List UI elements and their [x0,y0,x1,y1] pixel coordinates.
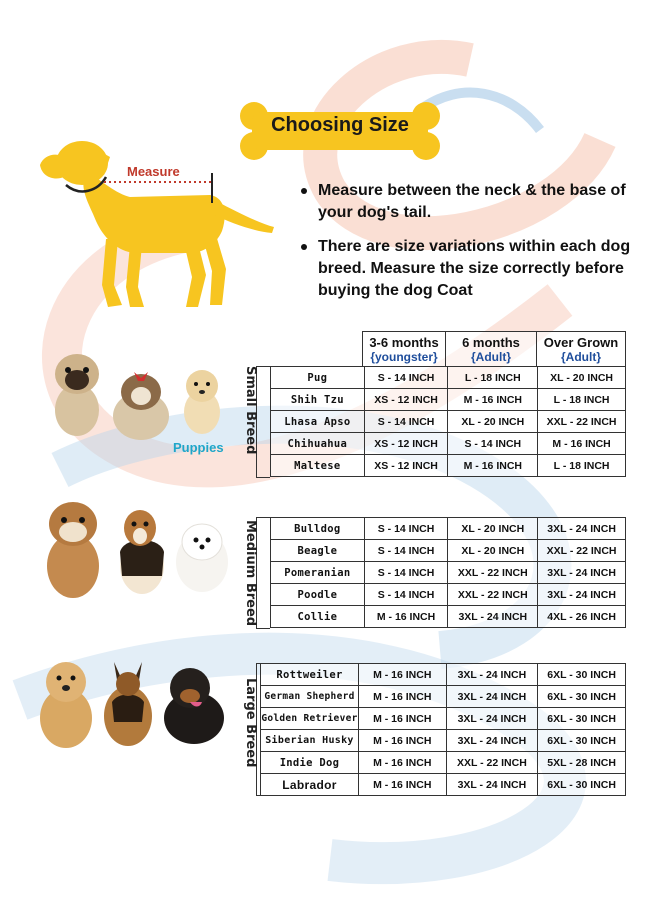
column-header-youngster [362,331,446,367]
size-cell: L - 18 INCH [538,455,626,477]
column-header-label: 6 months [462,335,520,350]
size-cell: S - 14 INCH [364,518,448,540]
size-cell: 4XL - 26 INCH [538,606,626,628]
size-cell: 6XL - 30 INCH [538,708,626,730]
size-cell: XS - 12 INCH [364,455,448,477]
table-row [271,367,626,389]
large-breed-table [260,663,626,796]
group-label-medium-breed: Medium Breed [243,520,258,627]
size-cell: 6XL - 30 INCH [538,730,626,752]
table-row [271,540,626,562]
breed-name: Bulldog [271,518,365,540]
size-cell: M - 16 INCH [448,389,538,411]
size-cell: 3XL - 24 INCH [446,774,538,796]
size-cell: L - 18 INCH [538,389,626,411]
size-cell: XL - 20 INCH [448,540,538,562]
beagle-photo [112,506,170,598]
size-cell: M - 16 INCH [358,730,446,752]
measure-label: Measure [127,164,180,179]
instructions-list [298,180,653,314]
size-cell: XS - 12 INCH [364,433,448,455]
size-cell: S - 14 INCH [364,367,448,389]
puppies-caption: Puppies [173,440,224,455]
rottweiler-photo [160,664,228,746]
instruction-item: Measure between the neck & the base of your dog's tail. [298,180,653,224]
column-header-sub: {youngster} [370,350,438,364]
small-breed-table [270,366,626,477]
group-label-large-breed: Large Breed [243,678,258,768]
size-cell: M - 16 INCH [538,433,626,455]
table-row [271,389,626,411]
small-breed-bracket [256,366,270,478]
size-cell: 3XL - 24 INCH [446,708,538,730]
size-cell: M - 16 INCH [358,774,446,796]
size-cell: 3XL - 24 INCH [448,606,538,628]
size-cell: L - 18 INCH [448,367,538,389]
table-row [271,562,626,584]
size-cell: 3XL - 24 INCH [446,686,538,708]
breed-name: Chihuahua [271,433,365,455]
size-cell: S - 14 INCH [364,562,448,584]
medium-breed-table [270,517,626,628]
table-row [261,686,626,708]
size-cell: M - 16 INCH [364,606,448,628]
column-header-label: Over Grown [543,335,619,350]
dog-silhouette-icon [34,135,279,320]
pomeranian-photo [174,516,230,594]
size-cell: M - 16 INCH [358,686,446,708]
column-header-overgrown [536,331,626,367]
size-cell: 6XL - 30 INCH [538,664,626,686]
size-cell: XXL - 22 INCH [538,540,626,562]
size-cell: S - 14 INCH [364,540,448,562]
table-row [261,664,626,686]
size-cell: S - 14 INCH [448,433,538,455]
breed-name: Maltese [271,455,365,477]
shih-tzu-photo [110,368,172,442]
size-cell: 6XL - 30 INCH [538,686,626,708]
breed-name: Pug [271,367,365,389]
breed-name: Indie Dog [261,752,359,774]
table-row [271,606,626,628]
size-cell: M - 16 INCH [358,664,446,686]
table-row [261,752,626,774]
table-row [271,518,626,540]
breed-name: Pomeranian [271,562,365,584]
column-header-adult [445,331,537,367]
size-cell: M - 16 INCH [358,752,446,774]
table-row [271,411,626,433]
size-cell: 3XL - 24 INCH [538,562,626,584]
size-cell: XXL - 22 INCH [446,752,538,774]
breed-name: Siberian Husky [261,730,359,752]
size-cell: 6XL - 30 INCH [538,774,626,796]
column-header-sub: {Adult} [561,350,601,364]
size-cell: 3XL - 24 INCH [538,584,626,606]
size-cell: 3XL - 24 INCH [446,664,538,686]
size-cell: XL - 20 INCH [448,518,538,540]
breed-name: Rottweiler [261,664,359,686]
instruction-item: There are size variations within each dog breed. Measure the size correctly before buying the dog Coat [298,236,653,302]
size-cell: 5XL - 28 INCH [538,752,626,774]
size-cell: S - 14 INCH [364,584,448,606]
size-cell: XXL - 22 INCH [538,411,626,433]
breed-name: Labrador [261,774,359,796]
size-cell: S - 14 INCH [364,411,448,433]
table-row [261,708,626,730]
group-label-small-breed: Small Breed [243,366,258,455]
column-header-sub: {Adult} [471,350,511,364]
breed-name: Beagle [271,540,365,562]
size-cell: M - 16 INCH [448,455,538,477]
size-cell: XXL - 22 INCH [448,562,538,584]
table-row [271,455,626,477]
size-cell: XL - 20 INCH [538,367,626,389]
breed-name: Shih Tzu [271,389,365,411]
breed-name: Collie [271,606,365,628]
breed-name: German Shepherd [261,686,359,708]
size-cell: XS - 12 INCH [364,389,448,411]
pug-photo [46,348,108,440]
bulldog-photo [40,498,106,602]
table-row [261,730,626,752]
table-row [271,584,626,606]
size-cell: XL - 20 INCH [448,411,538,433]
page-title: Choosing Size [271,114,409,136]
size-cell: 3XL - 24 INCH [446,730,538,752]
golden-retriever-photo [34,656,98,750]
breed-name: Poodle [271,584,365,606]
table-row [271,433,626,455]
table-row [261,774,626,796]
breed-name: Lhasa Apso [271,411,365,433]
size-cell: 3XL - 24 INCH [538,518,626,540]
size-cell: M - 16 INCH [358,708,446,730]
column-header-label: 3-6 months [369,335,439,350]
size-cell: XXL - 22 INCH [448,584,538,606]
puppy-photo [180,366,224,436]
breed-name: Golden Retriever [261,708,359,730]
medium-breed-bracket [256,517,270,629]
german-shepherd-photo [98,652,158,748]
